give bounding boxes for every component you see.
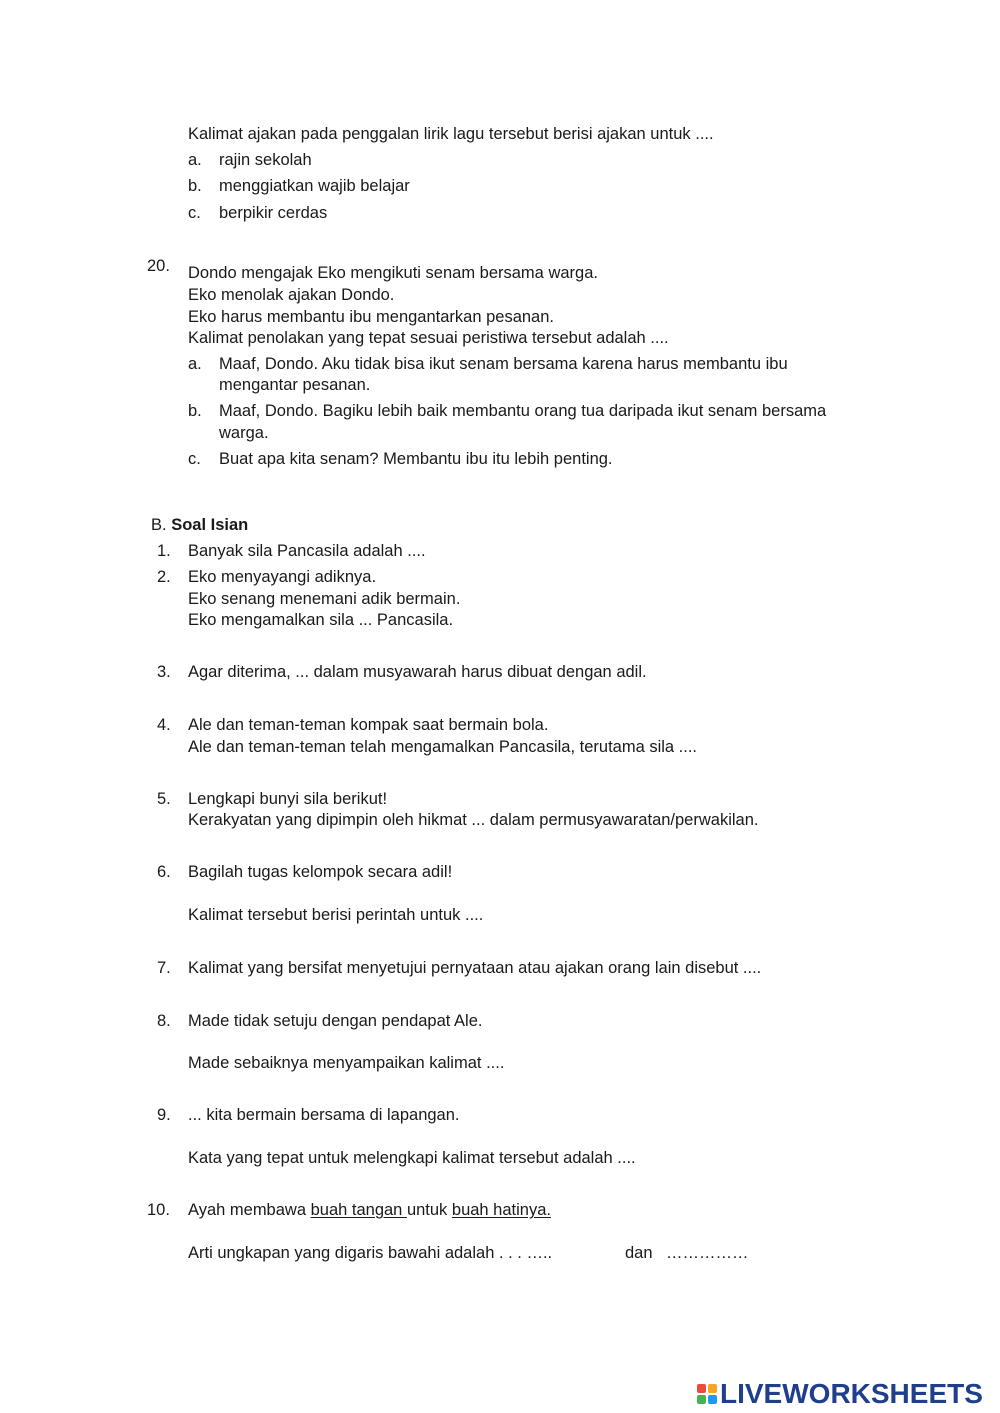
q20-line-4: Kalimat penolakan yang tepat sesuai peristiwa tersebut adalah .... — [188, 329, 669, 347]
q20-option-b-line1[interactable]: Maaf, Dondo. Bagiku lebih baik membantu orang tua daripada ikut senam bersama — [219, 402, 827, 420]
isian-10-number: 10. — [147, 1201, 170, 1219]
q19-option-a[interactable]: rajin sekolah — [219, 151, 312, 169]
isian-5-line-1: Lengkapi bunyi sila berikut! — [188, 790, 388, 808]
q19-option-a-letter: a. — [188, 151, 202, 169]
liveworksheets-logo — [697, 1380, 983, 1408]
logo-blocks-icon — [697, 1384, 717, 1404]
isian-10-underlined-2: buah hatinya. — [451, 1201, 551, 1219]
logo-text: LIVEWORKSHEETS — [720, 1378, 983, 1409]
isian-10-text-part1: Ayah membawa — [188, 1201, 311, 1219]
isian-10-line-2a: Arti ungkapan yang digaris bawahi adalah . . . ….. — [188, 1244, 553, 1262]
q20-option-c-letter: c. — [188, 450, 201, 468]
isian-10-line-2c: …………… — [666, 1244, 749, 1262]
q19-option-b[interactable]: menggiatkan wajib belajar — [219, 177, 410, 195]
isian-8-line-1: Made tidak setuju dengan pendapat Ale. — [188, 1012, 483, 1030]
logo-block-green — [697, 1395, 706, 1404]
section-b-heading — [151, 515, 248, 536]
isian-4-line-1: Ale dan teman-teman kompak saat bermain bola. — [188, 716, 549, 734]
q20-option-b-line2[interactable]: warga. — [219, 424, 269, 442]
isian-5-number: 5. — [157, 790, 171, 808]
logo-block-blue — [708, 1395, 717, 1404]
section-b-title: Soal Isian — [171, 516, 249, 534]
logo-block-orange — [708, 1384, 717, 1393]
isian-10-line-2b: dan — [625, 1244, 653, 1262]
isian-1-number: 1. — [157, 542, 171, 560]
isian-2-line-1: Eko menyayangi adiknya. — [188, 568, 377, 586]
q19-option-b-letter: b. — [188, 177, 202, 195]
q20-option-b-letter: b. — [188, 402, 202, 420]
q20-option-a-letter: a. — [188, 355, 202, 373]
isian-3-text: Agar diterima, ... dalam musyawarah harus dibuat dengan adil. — [188, 663, 647, 681]
isian-1-text: Banyak sila Pancasila adalah .... — [188, 542, 426, 560]
isian-10-underlined-1: buah tangan — [310, 1201, 407, 1219]
isian-5-line-2: Kerakyatan yang dipimpin oleh hikmat ... dalam permusyawaratan/perwakilan. — [188, 811, 759, 829]
isian-4-line-2: Ale dan teman-teman telah mengamalkan Pancasila, terutama sila .... — [188, 738, 698, 756]
q20-option-c[interactable]: Buat apa kita senam? Membantu ibu itu lebih penting. — [219, 450, 613, 468]
q20-number: 20. — [147, 257, 170, 275]
q19-option-c-letter: c. — [188, 204, 201, 222]
logo-block-red — [697, 1384, 706, 1393]
isian-3-number: 3. — [157, 663, 171, 681]
isian-7-text: Kalimat yang bersifat menyetujui pernyataan atau ajakan orang lain disebut .... — [188, 959, 762, 977]
isian-2-number: 2. — [157, 568, 171, 586]
isian-8-line-2: Made sebaiknya menyampaikan kalimat .... — [188, 1054, 505, 1072]
isian-9-number: 9. — [157, 1106, 171, 1124]
section-b-letter: B. — [151, 516, 167, 534]
q20-option-a-line2[interactable]: mengantar pesanan. — [219, 376, 371, 394]
q19-stem: Kalimat ajakan pada penggalan lirik lagu tersebut berisi ajakan untuk .... — [188, 125, 714, 143]
q19-option-c[interactable]: berpikir cerdas — [219, 204, 328, 222]
q20-line-1: Dondo mengajak Eko mengikuti senam bersama warga. — [188, 264, 598, 282]
isian-6-line-1: Bagilah tugas kelompok secara adil! — [188, 863, 453, 881]
isian-6-line-2: Kalimat tersebut berisi perintah untuk .... — [188, 906, 484, 924]
isian-6-number: 6. — [157, 863, 171, 881]
isian-10-line-1 — [188, 1200, 551, 1221]
isian-2-line-3: Eko mengamalkan sila ... Pancasila. — [188, 611, 454, 629]
isian-9-line-2: Kata yang tepat untuk melengkapi kalimat tersebut adalah .... — [188, 1149, 636, 1167]
isian-8-number: 8. — [157, 1012, 171, 1030]
isian-7-number: 7. — [157, 959, 171, 977]
q20-line-2: Eko menolak ajakan Dondo. — [188, 286, 395, 304]
isian-10-text-part2: untuk — [406, 1201, 452, 1219]
isian-4-number: 4. — [157, 716, 171, 734]
q20-line-3: Eko harus membantu ibu mengantarkan pesanan. — [188, 308, 554, 326]
q20-option-a-line1[interactable]: Maaf, Dondo. Aku tidak bisa ikut senam bersama karena harus membantu ibu — [219, 355, 788, 373]
isian-9-line-1: ... kita bermain bersama di lapangan. — [188, 1106, 460, 1124]
isian-2-line-2: Eko senang menemani adik bermain. — [188, 590, 461, 608]
